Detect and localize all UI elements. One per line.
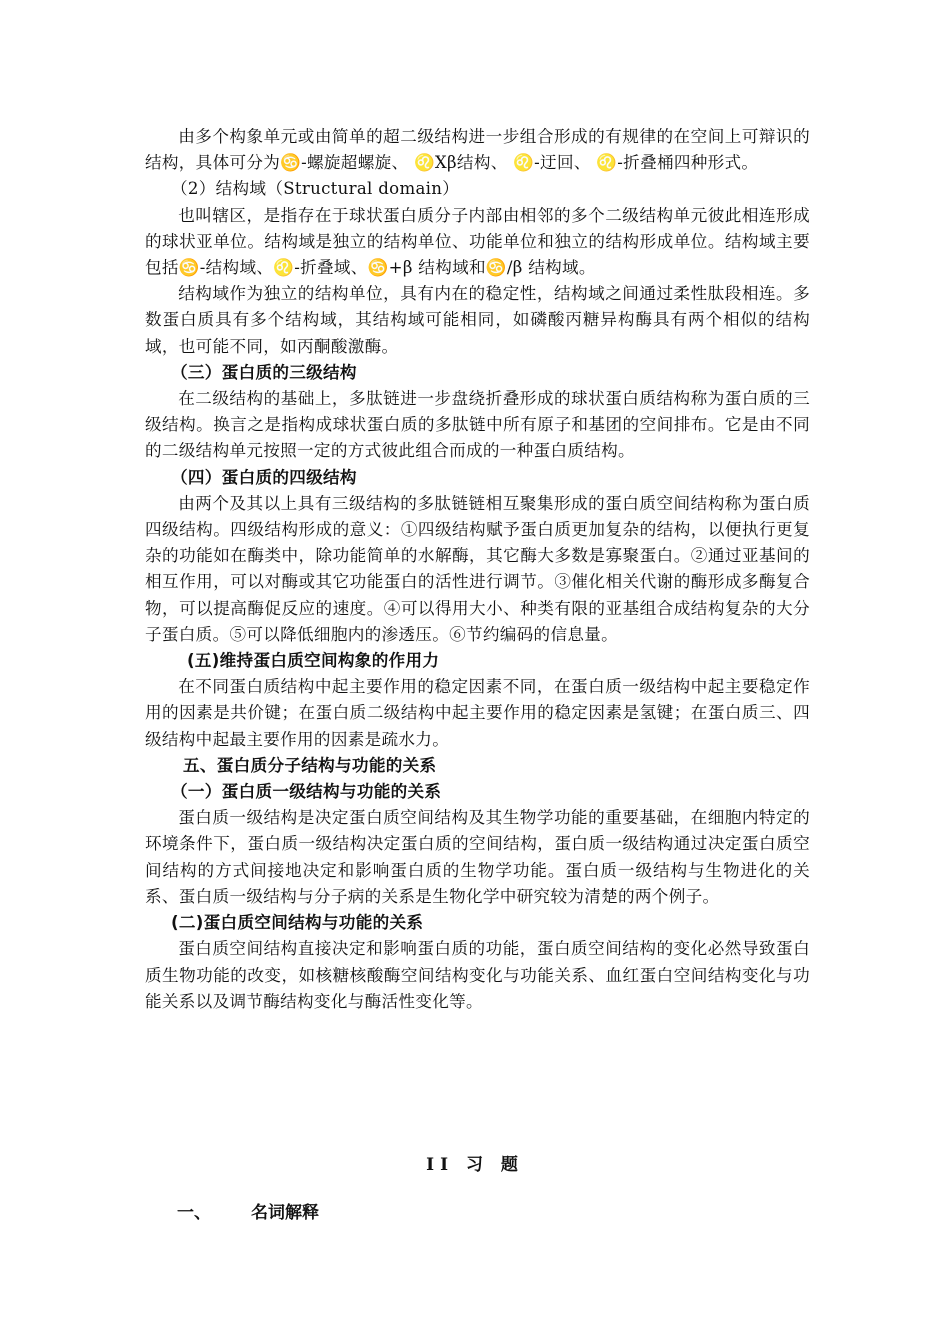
section-title-exercises: II 习 题	[426, 1155, 524, 1175]
heading-tertiary-structure: （三）蛋白质的三级结构	[171, 362, 357, 382]
paragraph-domain-definition: 也叫辖区，是指存在于球状蛋白质分子内部由相邻的多个二级结构单元彼此相连形成的球状亚单位。结构域是独立的结构单位、功能单位和独立的结构形成单位。结构域主要包括♋-结构域、♌-折叠域、♋+β 结构域和♋/β 结构域。	[145, 205, 810, 278]
subheading-structural-domain: （2）结构域（Structural domain）	[171, 179, 460, 199]
paragraph-tertiary-structure: 在二级结构的基础上，多肽链进一步盘绕折叠形成的球状蛋白质结构称为蛋白质的三级结构。换言之是指构成球状蛋白质的多肽链中所有原子和基团的空间排布。它是由不同的二级结构单元按照一定的方式彼此组合而成的一种蛋白质结构。	[145, 389, 810, 461]
paragraph-quaternary-structure: 由两个及其以上具有三级结构的多肽链链相互聚集形成的蛋白质空间结构称为蛋白质四级结构。四级结构形成的意义：①四级结构赋予蛋白质更加复杂的结构，以便执行更复杂的功能如在酶类中，除功能简单的水解酶，其它酶大多数是寡聚蛋白。②通过亚基间的相互作用，可以对酶或其它功能蛋白的活性进行调节。③催化相关代谢的酶形成多酶复合物，可以提高酶促反应的速度。④可以得用大小、种类有限的亚基组合成结构复杂的大分子蛋白质。⑤可以降低细胞内的渗透压。⑥节约编码的信息量。	[145, 493, 810, 644]
heading-structure-function: 五、蛋白质分子结构与功能的关系	[183, 755, 437, 775]
heading-quaternary-structure: （四）蛋白质的四级结构	[171, 467, 357, 487]
paragraph-spatial-function: 蛋白质空间结构直接决定和影响蛋白质的功能，蛋白质空间结构的变化必然导致蛋白质生物功能的改变，如核糖核酸酶空间结构变化与功能关系、血红蛋白空间结构变化与功能关系以及调节酶结构变化与酶活性变化等。	[145, 939, 810, 1011]
paragraph-domain-stability: 结构域作为独立的结构单位，具有内在的稳定性，结构域之间通过柔性肽段相连。多数蛋白质具有多个结构域，其结构域可能相同，如磷酸丙糖异构酶具有两个相似的结构域，也可能不同，如丙酮酸激酶。	[145, 284, 810, 356]
paragraph-stabilizing-forces: 在不同蛋白质结构中起主要作用的稳定因素不同，在蛋白质一级结构中起主要稳定作用的因素是共价键；在蛋白质二级结构中起主要作用的稳定因素是氢键；在蛋白质三、四级结构中起最主要作用的因素是疏水力。	[145, 677, 810, 749]
paragraph-super-secondary: 由多个构象单元或由简单的超二级结构进一步组合形成的有规律的在空间上可辩识的结构，具体可分为♋-螺旋超螺旋、 ♌Xβ结构、 ♌-迂回、 ♌-折叠桶四种形式。	[145, 127, 810, 173]
document-body	[145, 124, 810, 1015]
term-heading-number: 一、	[177, 1203, 211, 1223]
heading-primary-function: （一）蛋白质一级结构与功能的关系	[171, 782, 442, 802]
paragraph-primary-function: 蛋白质一级结构是决定蛋白质空间结构及其生物学功能的重要基础，在细胞内特定的环境条件下，蛋白质一级结构决定蛋白质的空间结构，蛋白质一级结构通过决定蛋白质空间结构的方式间接地决定和影响蛋白质的生物学功能。蛋白质一级结构与生物进化的关系、蛋白质一级结构与分子病的关系是生物化学中研究较为清楚的两个例子。	[145, 808, 810, 906]
term-heading-label: 名词解释	[251, 1203, 319, 1223]
heading-stabilizing-forces: (五)维持蛋白质空间构象的作用力	[187, 651, 440, 671]
term-definitions-heading	[177, 1198, 319, 1223]
heading-spatial-function: (二)蛋白质空间结构与功能的关系	[171, 913, 424, 933]
